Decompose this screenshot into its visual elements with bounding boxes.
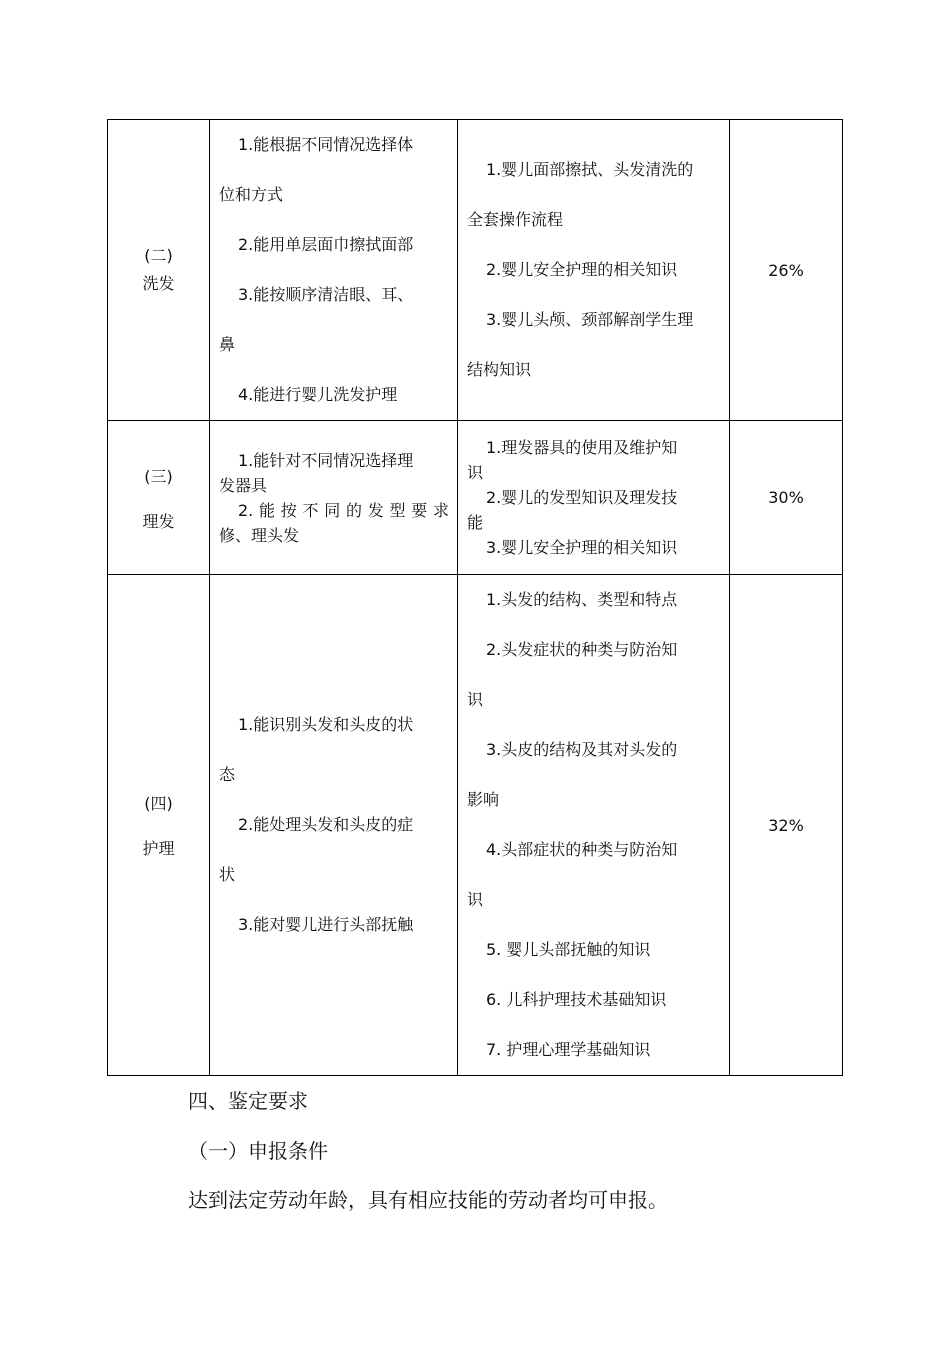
knowledge-line: 7. 护理心理学基础知识 (486, 1040, 651, 1059)
knowledge-line: 1.头发的结构、类型和特点 (486, 590, 678, 609)
skill-cell (210, 120, 458, 421)
skill-line: 发器具 (219, 475, 268, 495)
section-subheading: （一）申报条件 (188, 1139, 328, 1163)
skill-line: 鼻 (219, 335, 236, 354)
skill-line: 2.能按不同的发型要求 (238, 500, 449, 520)
weight-percent: 26% (730, 120, 843, 421)
skill-line: 2.能用单层面巾擦拭面部 (238, 235, 414, 254)
knowledge-line: 1.婴儿面部擦拭、头发清洗的 (486, 160, 694, 179)
skill-line: 4.能进行婴儿洗发护理 (238, 385, 398, 404)
skill-line: 1.能针对不同情况选择理 (238, 450, 414, 470)
knowledge-line: 3.头皮的结构及其对头发的 (486, 740, 678, 759)
knowledge-line: 识 (467, 463, 484, 482)
skill-line: 1.能识别头发和头皮的状 (238, 715, 414, 734)
knowledge-line: 3.婴儿头颅、颈部解剖学生理 (486, 310, 694, 329)
skill-line: 状 (219, 865, 236, 884)
table-row (108, 120, 843, 421)
section-heading: 四、鉴定要求 (188, 1089, 308, 1113)
unit-cell (108, 421, 210, 575)
knowledge-line: 5. 婴儿头部抚触的知识 (486, 940, 651, 959)
unit-name: 护理 (142, 839, 175, 858)
unit-number: (四) (144, 794, 173, 813)
skill-line: 态 (219, 765, 236, 784)
knowledge-line: 6. 儿科护理技术基础知识 (486, 990, 667, 1009)
unit-number: (二) (144, 246, 173, 265)
unit-name: 理发 (142, 511, 175, 531)
knowledge-line: 能 (467, 513, 484, 532)
weight-percent: 32% (730, 575, 843, 1076)
knowledge-cell (458, 120, 730, 421)
skill-line: 2.能处理头发和头皮的症 (238, 815, 414, 834)
knowledge-line: 1.理发器具的使用及维护知 (486, 438, 678, 457)
knowledge-line: 影响 (467, 790, 500, 809)
skill-cell (210, 575, 458, 1076)
section-body: 达到法定劳动年龄，具有相应技能的劳动者均可申报。 (188, 1188, 668, 1212)
skill-line: 3.能对婴儿进行头部抚触 (238, 915, 414, 934)
skill-line: 3.能按顺序清洁眼、耳、 (238, 285, 414, 304)
knowledge-line: 4.头部症状的种类与防治知 (486, 840, 678, 859)
knowledge-line: 结构知识 (467, 360, 532, 379)
unit-cell (108, 120, 210, 421)
knowledge-line: 2.头发症状的种类与防治知 (486, 640, 678, 659)
weight-percent: 30% (730, 421, 843, 575)
unit-name: 洗发 (142, 274, 175, 293)
unit-cell (108, 575, 210, 1076)
table-row (108, 575, 843, 1076)
skill-line: 位和方式 (219, 185, 284, 204)
knowledge-cell (458, 575, 730, 1076)
skill-cell (210, 421, 458, 575)
knowledge-line: 识 (467, 890, 484, 909)
knowledge-line: 识 (467, 690, 484, 709)
knowledge-line: 3.婴儿安全护理的相关知识 (486, 538, 678, 557)
unit-number: (三) (144, 466, 173, 486)
knowledge-line: 全套操作流程 (467, 210, 564, 229)
knowledge-line: 2.婴儿安全护理的相关知识 (486, 260, 678, 279)
skill-line: 1.能根据不同情况选择体 (238, 135, 414, 154)
table-row (108, 421, 843, 575)
knowledge-cell (458, 421, 730, 575)
knowledge-line: 2.婴儿的发型知识及理发技 (486, 488, 678, 507)
skill-requirements-table (107, 119, 843, 1076)
skill-line: 修、理头发 (219, 525, 300, 545)
